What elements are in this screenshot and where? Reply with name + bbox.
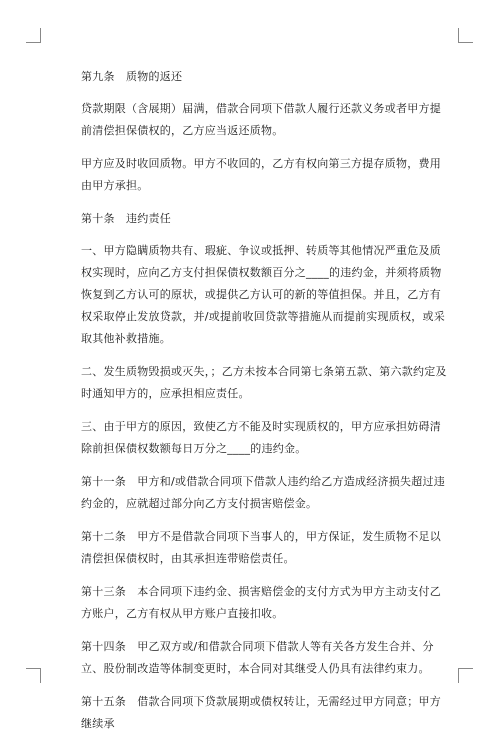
article-11-paragraph: 第十一条 甲方和/或借款合同项下借款人违约给乙方造成经济损失超过违约金的，应就超过部分向乙方支付损害赔偿金。 bbox=[81, 475, 445, 510]
article-10-heading: 第十条 违约责任 bbox=[81, 212, 171, 225]
article-10-clause-2: 二、发生质物毁损或灭失，；乙方未按本合同第七条第五款、第六款约定及时通知甲方的，应承担相应责任。 bbox=[81, 365, 447, 400]
crop-mark-top-left bbox=[26, 28, 41, 43]
document-body bbox=[81, 66, 447, 746]
article-9-paragraph-1: 贷款期限（含展期）届满，借款合同项下借款人履行还款义务或者甲方提前清偿担保债权的，乙方应当返还质物。 bbox=[81, 102, 441, 137]
article-9-paragraph-2: 甲方应及时收回质物。甲方不收回的，乙方有权向第三方提存质物，费用由甲方承担。 bbox=[81, 157, 441, 192]
article-10-clause-3: 三、由于甲方的原因，致使乙方不能及时实现质权的，甲方应承担妨碍清除前担保债权数额每日万分之____的违约金。 bbox=[81, 420, 441, 455]
article-14-paragraph: 第十四条 甲乙双方或/和借款合同项下借款人等有关各方发生合并、分立、股份制改造等体制变更时，本合同对其继受人仍具有法律约束力。 bbox=[81, 640, 434, 675]
article-10-clause-1: 一、甲方隐瞒质物共有、瑕疵、争议或抵押、转质等其他情况严重危及质权实现时，应向乙方支付担保债权数额百分之____的违约金，并须将质物恢复到乙方认可的原状，或提供乙方认可的新的等值担保。并且，乙方有权采取停止发放贷款，并/或提前收回贷款等措施从而提前实现质权，或采取其他补救措施。 bbox=[81, 244, 445, 345]
crop-mark-bottom-right bbox=[458, 668, 473, 683]
article-13-paragraph: 第十三条 本合同项下违约金、损害赔偿金的支付方式为甲方主动支付乙方账户，乙方有权从甲方账户直接扣收。 bbox=[81, 585, 441, 620]
crop-mark-bottom-left bbox=[26, 668, 41, 683]
article-15-paragraph: 第十五条 借款合同项下贷款展期或债权转让，无需经过甲方同意；甲方继续承 bbox=[81, 695, 441, 730]
article-9-heading: 第九条 质物的返还 bbox=[81, 70, 183, 83]
crop-mark-top-right bbox=[458, 28, 473, 43]
article-12-paragraph: 第十二条 甲方不是借款合同项下当事人的，甲方保证，发生质物不足以清偿担保债权时，由其承担连带赔偿责任。 bbox=[81, 530, 441, 565]
